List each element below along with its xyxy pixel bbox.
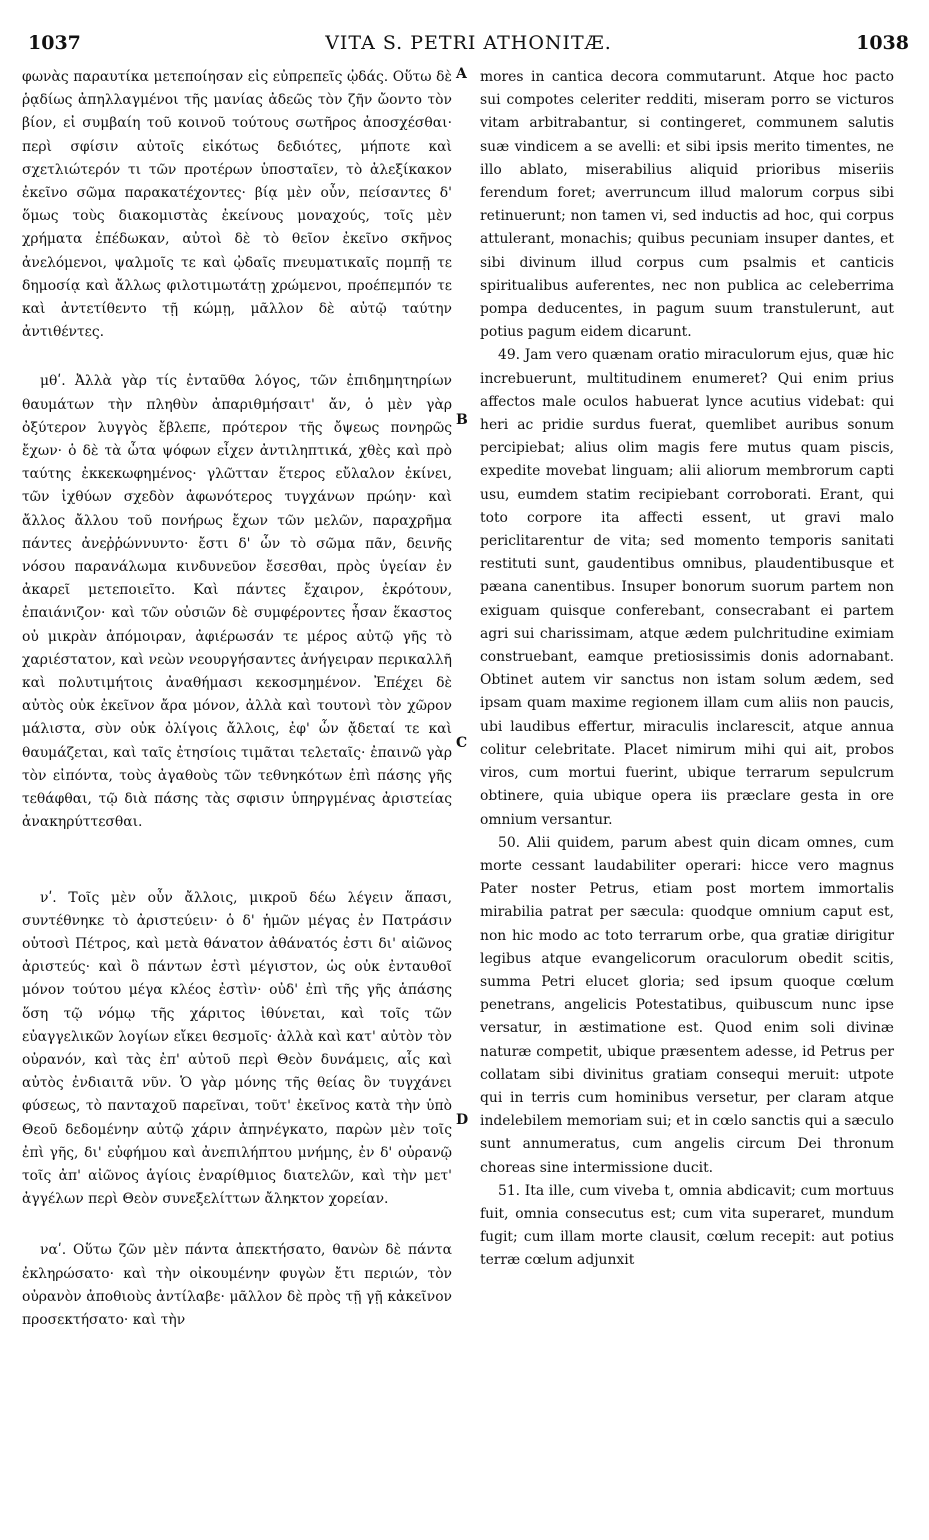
greek-paragraph-49: μθʹ. Ἀλλὰ γὰρ τίς ἐνταῦθα λόγος, τῶν ἐπιδημητηρίων θαυμάτων τὴν πληθὺν ἀπαριθμήσαιτ' ἄν, ὁ μὲν γὰρ ὀξύτερον λυγγὸς ἔβλεπε, πρότερον τῆς ὄψεως πονηρῶς ἔχων· ὁ δὲ τὰ ὦτα ψόφων εἶχεν ἀντιληπτικά, χθὲς καὶ πρὸ ταύτης ἐκκεκωφημένος· γλῶτταν ἕτερος εὔλαλον ἐκίνει, τῶν ἰχθύων σχεδὸν ἀφωνότερος τυγχάνων πρώην· καὶ ἄλλος ἄλλου τοῦ πονήρως ἔχων τῶν μελῶν, παραχρῆμα πάντες ἀνεῤῥώννυντο· ἔστι δ' ὧν τὸ σῶμα πᾶν, δεινῆς νόσου παρανάλωμα κινδυνεῦον ἔσεσθαι, πρὸς ὑγείαν ἐν ἀκαρεῖ μετεποιεῖτο. Καὶ πάντες ἔχαιρον, ἐκρότουν, ἐπαιάνιζον· καὶ τῶν οὐσιῶν δὲ συμφέροντες ἦσαν ἕκαστος οὐ μικρὰν ἀπόμοιραν, ἀφιέρωσάν τε μέρος αὐτῷ γῆς τὸ χαριέστατον, καὶ νεὼν νεουργήσαντες ἀνήγειραν περικαλλῆ καὶ πολυτιμήτοις ἀναθήμασι κεκοσμημένον. Ἐπέχει δὲ αὐτὸς οὐκ ἐκεῖνον ἄρα μόνον, ἀλλὰ καὶ τουτονὶ τὸν χῶρον μάλιστα, σὺν οὐκ ὀλίγοις ἄλλοις, ἐφ' ὧν ᾄδεταί τε καὶ θαυμάζεται, καὶ ταῖς ἐτησίοις τιμᾶται τελεταῖς· ἐπαινῶ γὰρ τὸν εἰπόντα, τοὺς ἀγαθοὺς τῶν τεθνηκότων ἐπὶ πάσης γῆς τεθάφθαι, τῷ διὰ πάσης τὰς σφισιν ὑπηργμένας ἀριστείας ἀνακηρύττεσθαι. (22, 373, 452, 831)
left-page-number: 1037 (28, 32, 81, 54)
running-title: VITA S. PETRI ATHONITÆ. (325, 32, 612, 54)
latin-column (480, 66, 894, 1273)
margin-letter-a: A (456, 66, 467, 82)
page-header (28, 32, 909, 60)
latin-paragraph-1: mores in cantica decora commutarunt. Atque hoc pacto sui compotes celeriter redditi, miseram porro se victuros vitam arbitrabantur, si contingeret, communem salutis suæ vindicem a se avelli: et sibi ipsis merito timentes, ne illo ablato, miserabilius aliquid prioribus miseriis ferendum foret; averruncum illud malorum corpus sibi retinuerunt; non tamen vi, sed inductis ad hoc, qui corpus attulerant, monachis; quibus pecuniam insuper dantes, et sibi divinum illud corpus cum psalmis et canticis spiritualibus auferentes, nec non publica ac celeberrima pompa deducentes, in pagum suum transtulerunt, aut potius pagum eidem dicarunt. (480, 69, 894, 341)
latin-paragraph-51: 51. Ita ille, cum viveba t, omnia abdicavit; cum mortuus fuit, omnia consecutus est; cum vita superaret, mundum fugit; cum illam morte clausit, cœlum recepit: aut potius terræ cœlum adjunxit (480, 1182, 894, 1269)
latin-paragraph-50: 50. Alii quidem, parum abest quin dicam omnes, cum morte cessant laudabiliter operari: hicce vero magnus Pater noster Petrus, etiam post mortem immortalis mirabilia patrat per sæcula: quodque omnium caput est, non hic modo ac toto terrarum orbe, qua gratiæ dirigitur legibus atque evangelicorum oraculorum obedit scitis, summa Petri elucet gloria; sed ipsum quoque cœlum penetrans, angelicis Potestatibus, quibuscum nunc ipse versatur, in æstimatione est. Quod enim soli divinæ naturæ competit, ubique præsentem adesse, id Petrus per collatam sibi divinitus gratiam consequi meruit: utpote qui in terris cum hominibus versetur, per claram atque indelebilem memoriam sui; et in cœlo sanctis qui a sæculo sunt annumeratus, cum angelis circum Dei thronum choreas sine intermissione ducit. (480, 834, 894, 1176)
margin-letter-c: C (456, 735, 468, 751)
greek-column (22, 66, 452, 1332)
margin-letter-b: B (456, 412, 468, 428)
greek-paragraph-50: νʹ. Τοῖς μὲν οὖν ἄλλοις, μικροῦ δέω λέγειν ἅπασι, συντέθνηκε τὸ ἀριστεύειν· ὁ δ' ἡμῶν μέγας ἐν Πατράσιν οὑτοσὶ Πέτρος, καὶ μετὰ θάνατον ἀθάνατός ἐστι δι' αἰῶνος ἀριστεύς· καὶ ὃ πάντων ἐστὶ μέγιστον, ὡς οὐκ ἐνταυθοῖ μόνον τούτου μέγα κλέος ἐστὶν· οὐδ' ἐπὶ τῆς γῆς ἁπάσης ὅση τῷ νόμῳ τῆς χάριτος ἰθύνεται, καὶ τοῖς τῶν εὐαγγελικῶν λογίων εἴκει θεσμοῖς· ἀλλὰ καὶ κατ' αὐτὸν τὸν οὐρανόν, καὶ τὰς ἐπ' αὐτοῦ περὶ Θεὸν δυνάμεις, αἷς καὶ αὐτὸς ἐνδιαιτᾶ νῦν. Ὁ γὰρ μόνης τῆς θείας ὂν τυγχάνει φύσεως, τὸ πανταχοῦ παρεῖναι, τοῦτ' ἐκεῖνος κατὰ τὴν ὑπὸ Θεοῦ δεδομένην αὐτῷ χάριν ἀπηνέγκατο, παρὼν μὲν τοῖς ἐπὶ γῆς, δι' εὐφήμου καὶ ἀνεπιλήπτου μνήμης, ἐν δ' οὐρανῷ τοῖς ἀπ' αἰῶνος ἁγίοις ἐναρίθμιος διατελῶν, καὶ τὴν μετ' ἀγγέλων περὶ Θεὸν συνεξελίττων ἄληκτον χορείαν. (22, 889, 452, 1208)
latin-paragraph-49: 49. Jam vero quænam oratio miraculorum ejus, quæ hic increbuerunt, multitudinem enumeret? Qui enim prius affectos male oculos habuerat lynce acutius videbat: qui heri ac pridie surdus fuerat, quemlibet auribus sonum percipiebat; alius olim magis fere mutus quam piscis, expedite movebat linguam; alii aliorum membrorum capti usu, eumdem statim recipiebant corroborati. Erant, qui toto corpore ita affecti essent, ut gravi malo periclitarentur de vita; sed momento temporis sanitati restituti sunt, gaudentibus omnibus, plaudentibusque et pæana canentibus. Insuper bonorum suorum partem non exiguam quisque conferebant, consecrabant ei partem agri sui charissimam, atque ædem pulchritudine eximiam construebant, eamque pretiosissimis donis adornabant. Obtinet autem vir sanctus non istam solum ædem, sed ipsam quam maxime regionem illam cum aliis non paucis, ubi laudibus effertur, miraculis inclarescit, atque annua colitur celebritate. Placet nimirum mihi qui ait, probos viros, cum mortui fuerint, ubique terrarum sepulcrum obtinere, quia ubique opera iis præclare gesta in ore omnium versantur. (480, 347, 894, 828)
greek-paragraph-51: ναʹ. Οὕτω ζῶν μὲν πάντα ἀπεκτήσατο, θανὼν δὲ πάντα ἐκληρώσατο· καὶ τὴν οἰκουμένην φυγὼν ἔτι περιών, τὸν οὐρανὸν ἀποθιοὺς ἀντίλαβε· μᾶλλον δὲ πρὸς τῇ γῇ κἀκεῖνον προσεκτήσατο· καὶ τὴν (22, 1242, 452, 1328)
greek-paragraph-1: φωνὰς παραυτίκα μετεποίησαν εἰς εὐπρεπεῖς ᾠδάς. Οὕτω δὲ ῥᾳδίως ἀπηλλαγμένοι τῆς μανίας ἀδεῶς τὸν ζῆν ὤοντο τὸν βίον, εἰ συμβαίη τοῦ κοινοῦ τούτους σωτῆρος ἀποσχέσθαι· περὶ σφίσιν αὐτοῖς εἰκότως δεδιότες, μήποτε καὶ σχετλιώτερόν τι τῶν προτέρων ὑποσταῖεν, τὸ ἀλεξίκακον ἐκεῖνο σῶμα παρακατέχοντες· βίᾳ μὲν οὖν, πείσαντες δ' ὅμως τοὺς διακομιστὰς ἐκείνους μοναχούς, τοῖς μὲν χρήματα ἐπέδωκαν, αὐτοὶ δὲ τὸ θεῖον ἐκεῖνο σκῆνος ἀνελόμενοι, ψαλμοῖς τε καὶ ᾠδαῖς πνευματικαῖς πομπῇ τε δημοσίᾳ καὶ ἄλλως φιλοτιμωτάτῃ χρώμενοι, προέπεμπόν τε καὶ ἀντετίθεντο τῇ κώμῃ, μᾶλλον δὲ αὐτῷ ταύτην ἀντιθέντες. (22, 69, 452, 341)
margin-letter-d: D (456, 1112, 469, 1128)
right-page-number: 1038 (856, 32, 909, 54)
